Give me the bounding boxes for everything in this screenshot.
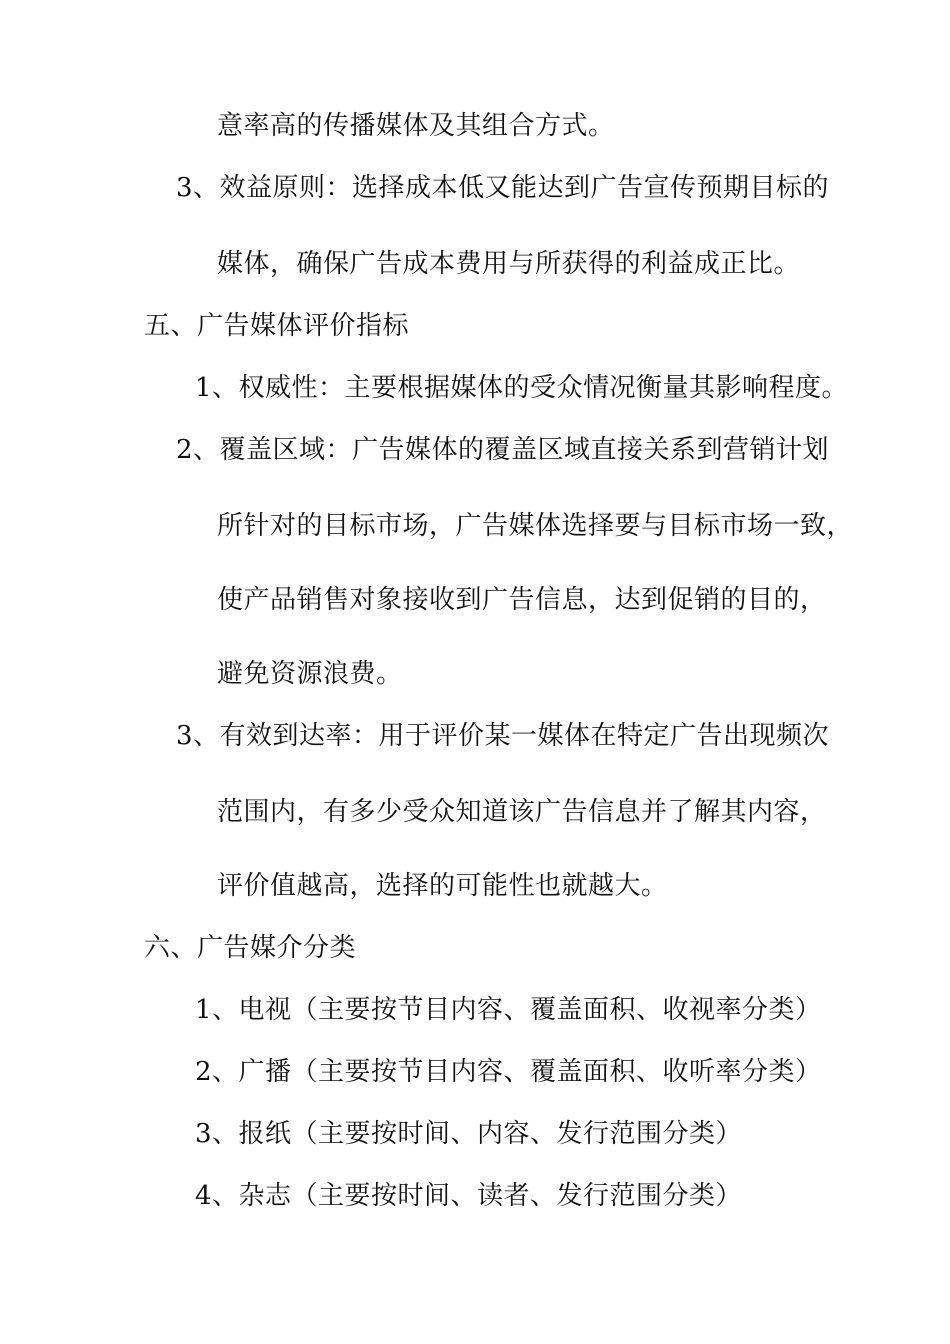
media-category-4: 4、杂志（主要按时间、读者、发行范围分类） — [195, 1181, 743, 1211]
principle-item-3: 3、效益原则：选择成本低又能达到广告宣传预期目标的 — [176, 173, 830, 203]
evaluation-item-3-continuation: 范围内，有多少受众知道该广告信息并了解其内容， — [217, 797, 827, 827]
evaluation-item-1: 1、权威性：主要根据媒体的受众情况衡量其影响程度。 — [195, 373, 849, 403]
paragraph-continuation: 意率高的传播媒体及其组合方式。 — [217, 111, 615, 141]
evaluation-item-3: 3、有效到达率：用于评价某一媒体在特定广告出现频次 — [176, 721, 830, 751]
section-heading-5: 五、广告媒体评价指标 — [144, 311, 410, 341]
evaluation-item-3-continuation: 评价值越高，选择的可能性也就越大。 — [217, 871, 668, 901]
evaluation-item-2-continuation: 避免资源浪费。 — [217, 659, 403, 689]
media-category-1: 1、电视（主要按节目内容、覆盖面积、收视率分类） — [195, 995, 822, 1025]
media-category-3: 3、报纸（主要按时间、内容、发行范围分类） — [195, 1119, 743, 1149]
evaluation-item-2-continuation: 所针对的目标市场，广告媒体选择要与目标市场一致， — [217, 511, 854, 541]
media-category-2: 2、广播（主要按节目内容、覆盖面积、收听率分类） — [195, 1057, 822, 1087]
section-heading-6: 六、广告媒介分类 — [144, 933, 357, 963]
evaluation-item-2-continuation: 使产品销售对象接收到广告信息，达到促销的目的， — [217, 585, 827, 615]
evaluation-item-2: 2、覆盖区域：广告媒体的覆盖区域直接关系到营销计划 — [176, 435, 830, 465]
principle-item-3-continuation: 媒体，确保广告成本费用与所获得的利益成正比。 — [217, 249, 801, 279]
